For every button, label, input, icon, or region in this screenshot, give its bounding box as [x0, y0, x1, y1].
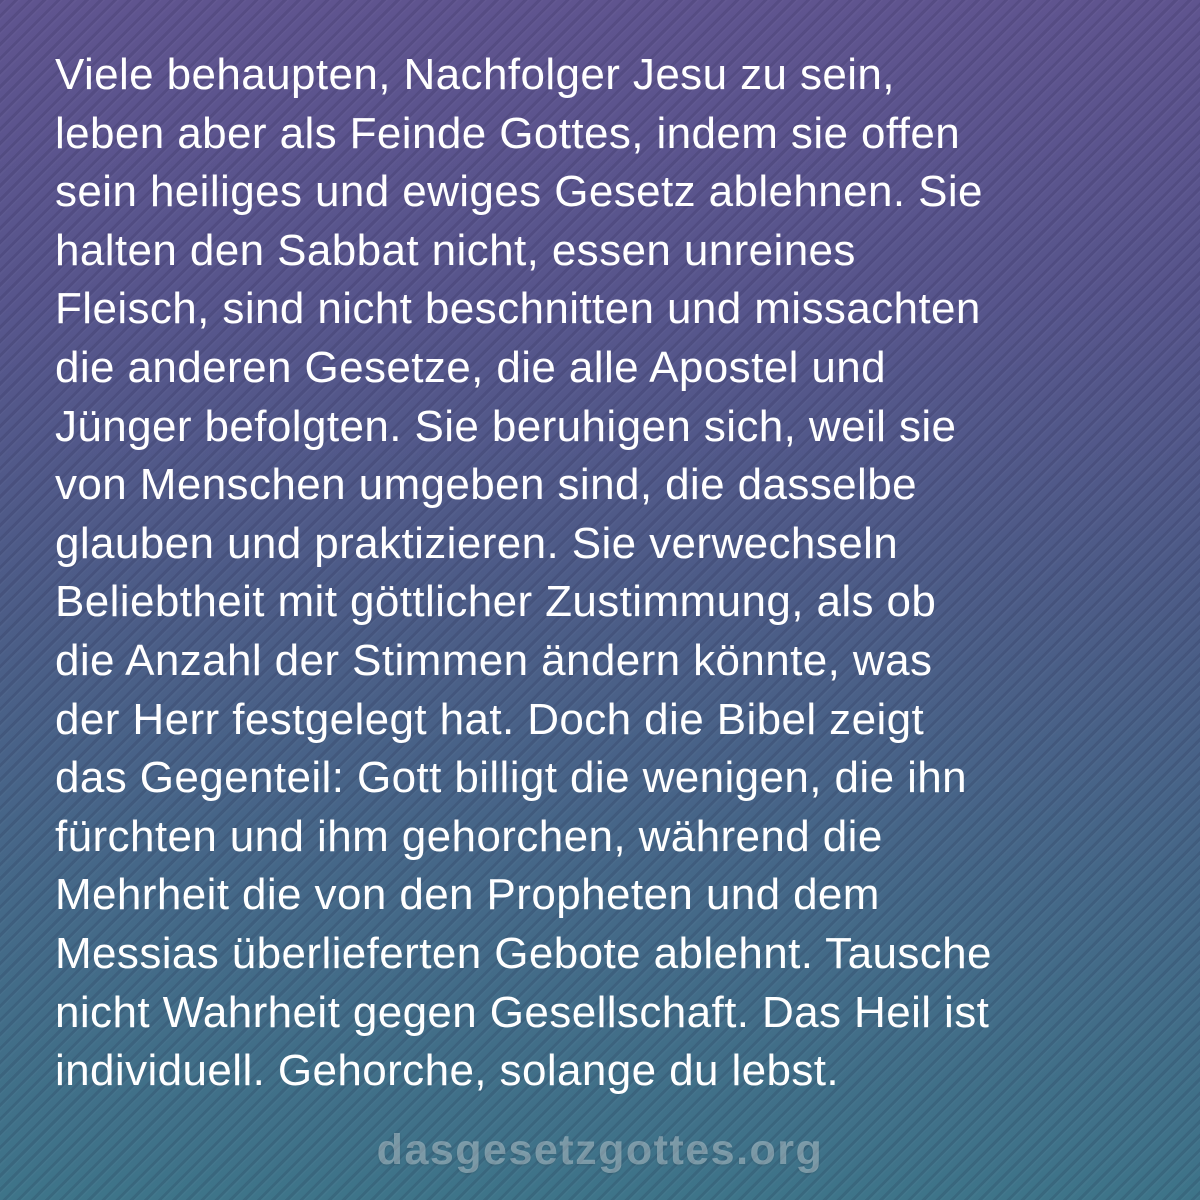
- quote-line: die anderen Gesetze, die alle Apostel und: [55, 342, 886, 392]
- quote-line: Jünger befolgten. Sie beruhigen sich, weil sie: [55, 401, 957, 451]
- quote-line: glauben und praktizieren. Sie verwechseln: [55, 518, 899, 568]
- quote-line: Beliebtheit mit göttlicher Zustimmung, als ob: [55, 577, 937, 627]
- quote-line: der Herr festgelegt hat. Doch die Bibel zeigt: [55, 694, 925, 744]
- quote-line: von Menschen umgeben sind, die dasselbe: [55, 460, 917, 510]
- quote-line: das Gegenteil: Gott billigt die wenigen, die ihn: [55, 753, 967, 803]
- quote-line: sein heiliges und ewiges Gesetz ablehnen. Sie: [55, 167, 983, 217]
- quote-line: halten den Sabbat nicht, essen unreines: [55, 225, 856, 275]
- quote-line: Viele behaupten, Nachfolger Jesu zu sein,: [55, 50, 895, 99]
- quote-line: nicht Wahrheit gegen Gesellschaft. Das Heil ist: [55, 987, 990, 1037]
- quote-line: individuell. Gehorche, solange du lebst.: [55, 1046, 840, 1096]
- quote-text-block: [55, 46, 1164, 1101]
- quote-line: leben aber als Feinde Gottes, indem sie offen: [55, 108, 961, 158]
- quote-line: Mehrheit die von den Propheten und dem: [55, 870, 880, 920]
- watermark-site-url: dasgesetzgottes.org: [376, 1126, 824, 1174]
- quote-line: die Anzahl der Stimmen ändern könnte, was: [55, 635, 933, 685]
- quote-line: Fleisch, sind nicht beschnitten und missachten: [55, 284, 981, 334]
- quote-line: fürchten und ihm gehorchen, während die: [55, 811, 883, 861]
- quote-line: Messias überlieferten Gebote ablehnt. Tausche: [55, 928, 992, 978]
